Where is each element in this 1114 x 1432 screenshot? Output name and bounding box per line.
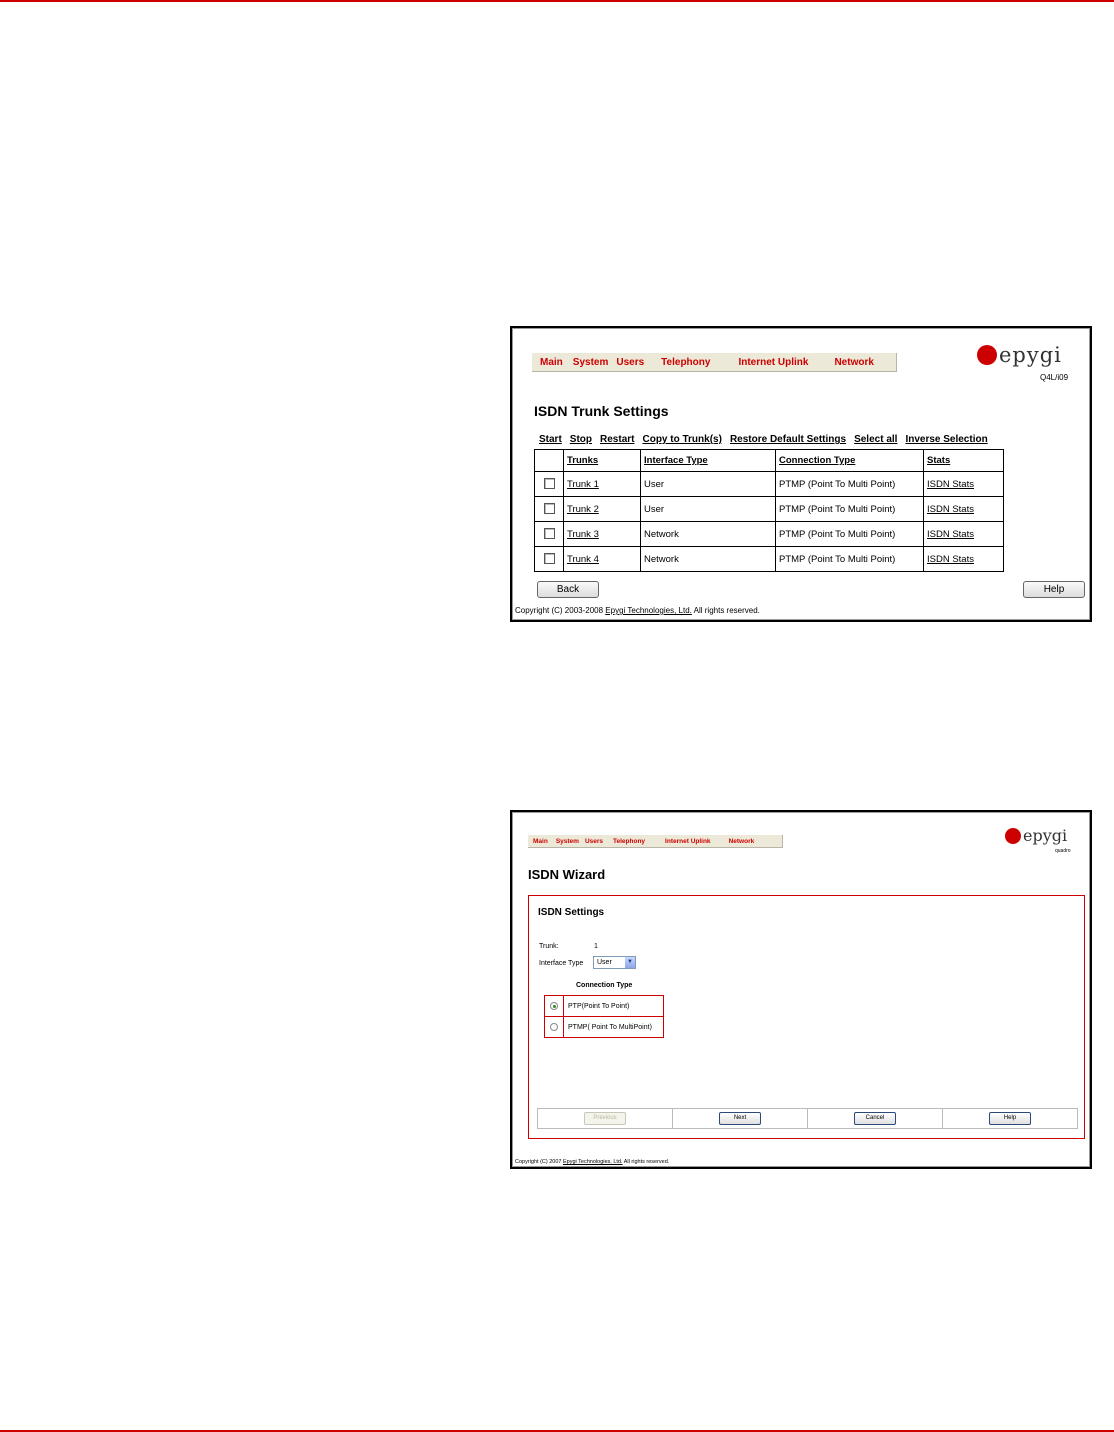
copyright-line: Copyright (C) 2003-2008 Epygi Technologies, Ltd. All rights reserved.: [515, 606, 760, 615]
interface-type-cell: User: [641, 497, 776, 522]
action-links: [539, 434, 996, 445]
restore-default-link[interactable]: Restore Default Settings: [729, 434, 847, 445]
help-button[interactable]: Help: [989, 1112, 1031, 1125]
nav-network[interactable]: Network: [834, 356, 874, 368]
interface-type-select[interactable]: User ▼: [593, 956, 636, 969]
help-button[interactable]: Help: [1023, 581, 1085, 598]
chevron-down-icon: ▼: [625, 957, 635, 968]
trunk-link[interactable]: Trunk 2: [567, 503, 599, 515]
restart-link[interactable]: Restart: [600, 434, 635, 445]
row-checkbox[interactable]: [544, 478, 555, 489]
option-label: PTP(Point To Point): [564, 996, 664, 1017]
isdn-stats-link[interactable]: ISDN Stats: [927, 503, 974, 515]
next-button[interactable]: Next: [719, 1112, 761, 1125]
model-label: quadro: [1055, 848, 1071, 854]
interface-type-label: Interface Type: [539, 960, 584, 967]
trunk-link[interactable]: Trunk 4: [567, 553, 599, 565]
model-label: Q4L/i09: [1040, 373, 1069, 382]
wizard-panel: [528, 895, 1085, 1139]
connection-type-cell: PTMP (Point To Multi Point): [776, 472, 924, 497]
trunk-settings-screenshot: [510, 326, 1092, 622]
nav-telephony[interactable]: Telephony: [613, 837, 646, 845]
connection-type-cell: PTMP (Point To Multi Point): [776, 497, 924, 522]
col-stats[interactable]: Stats: [924, 450, 1004, 472]
connection-type-table: [544, 995, 664, 1038]
interface-type-cell: Network: [641, 522, 776, 547]
connection-type-cell: PTMP (Point To Multi Point): [776, 547, 924, 572]
col-connection-type[interactable]: Connection Type: [776, 450, 924, 472]
stop-link[interactable]: Stop: [569, 434, 593, 445]
isdn-stats-link[interactable]: ISDN Stats: [927, 528, 974, 540]
nav-main[interactable]: Main: [540, 356, 563, 368]
table-row: [535, 497, 1004, 522]
wizard-button-bar: [537, 1108, 1078, 1129]
inverse-selection-link[interactable]: Inverse Selection: [905, 434, 988, 445]
col-interface-type[interactable]: Interface Type: [641, 450, 776, 472]
nav-internet-uplink[interactable]: Internet Uplink: [665, 837, 711, 845]
logo-mark-icon: [1005, 828, 1021, 844]
connection-type-heading: Connection Type: [576, 982, 633, 989]
trunk-value: 1: [594, 943, 598, 950]
row-checkbox[interactable]: [544, 553, 555, 564]
epygi-logo: epygi: [977, 343, 1062, 367]
col-trunks[interactable]: Trunks: [564, 450, 641, 472]
trunk-link[interactable]: Trunk 1: [567, 478, 599, 490]
option-label: PTMP( Point To MultiPoint): [564, 1017, 664, 1038]
start-link[interactable]: Start: [539, 434, 562, 445]
list-item: [545, 996, 664, 1017]
nav-users[interactable]: Users: [616, 356, 645, 368]
trunk-label: Trunk:: [539, 943, 559, 950]
nav-network[interactable]: Network: [728, 837, 755, 845]
epygi-link[interactable]: Epygi Technologies, Ltd.: [605, 606, 692, 615]
copyright-line: Copyright (C) 2007 Epygi Technologies, Ltd. All rights reserved.: [515, 1159, 670, 1165]
nav-main[interactable]: Main: [533, 837, 548, 845]
epygi-link[interactable]: Epygi Technologies, Ltd.: [563, 1159, 623, 1165]
back-button[interactable]: Back: [537, 581, 599, 598]
ptmp-radio[interactable]: [550, 1023, 558, 1031]
logo-mark-icon: [977, 345, 997, 365]
isdn-stats-link[interactable]: ISDN Stats: [927, 553, 974, 565]
list-item: [545, 1017, 664, 1038]
trunks-table: [534, 449, 1004, 572]
ptp-radio[interactable]: [550, 1002, 558, 1010]
table-row: [535, 547, 1004, 572]
copy-to-trunks-link[interactable]: Copy to Trunk(s): [642, 434, 722, 445]
connection-type-cell: PTMP (Point To Multi Point): [776, 522, 924, 547]
table-row: [535, 522, 1004, 547]
nav-telephony[interactable]: Telephony: [661, 356, 711, 368]
table-row: [535, 472, 1004, 497]
select-all-link[interactable]: Select all: [854, 434, 898, 445]
main-nav: [532, 353, 897, 372]
row-checkbox[interactable]: [544, 528, 555, 539]
cancel-button[interactable]: Cancel: [854, 1112, 896, 1125]
isdn-wizard-screenshot: [510, 810, 1092, 1169]
row-checkbox[interactable]: [544, 503, 555, 514]
trunk-link[interactable]: Trunk 3: [567, 528, 599, 540]
top-rule: [0, 0, 1114, 2]
section-title: ISDN Settings: [538, 907, 605, 918]
page-title: ISDN Wizard: [528, 867, 606, 882]
nav-users[interactable]: Users: [584, 837, 604, 845]
previous-button: Previous: [584, 1112, 626, 1125]
nav-internet-uplink[interactable]: Internet Uplink: [738, 356, 809, 368]
interface-type-cell: User: [641, 472, 776, 497]
table-header-row: [535, 450, 1004, 472]
isdn-stats-link[interactable]: ISDN Stats: [927, 478, 974, 490]
interface-type-cell: Network: [641, 547, 776, 572]
epygi-logo: epygi: [1005, 826, 1067, 845]
page-title: ISDN Trunk Settings: [534, 403, 669, 419]
nav-system[interactable]: System: [572, 356, 609, 368]
nav-system[interactable]: System: [555, 837, 579, 845]
main-nav: [528, 835, 783, 848]
